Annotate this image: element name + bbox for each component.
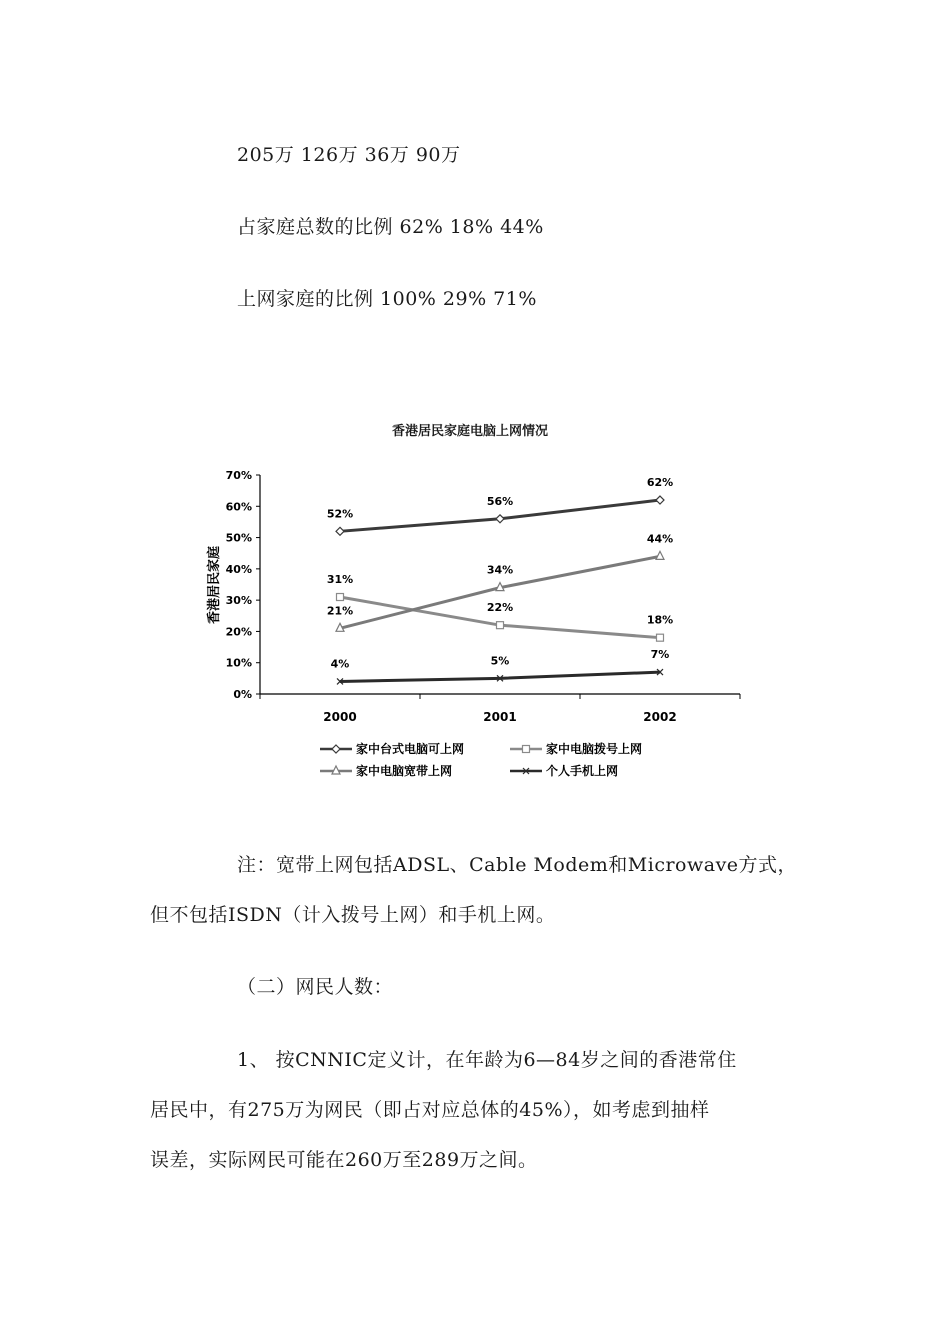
data-label: 21% [326, 604, 354, 618]
legend-item [510, 741, 642, 756]
data-label: 31% [326, 573, 354, 587]
data-label: 5% [490, 654, 510, 668]
legend-item [320, 763, 452, 778]
legend-item [510, 763, 618, 778]
note-line-1: 注：宽带上网包括ADSL、Cable Modem和Microwave方式， [237, 854, 798, 876]
data-label: 34% [486, 563, 514, 577]
series-line [340, 672, 660, 681]
marker-diamond [336, 527, 344, 535]
x-tick-label: 2000 [323, 710, 357, 724]
y-tick-label: 60% [225, 500, 252, 514]
data-label: 62% [646, 476, 674, 490]
series-3 [331, 648, 670, 684]
y-tick-label: 10% [225, 656, 252, 670]
y-tick-label: 40% [225, 562, 252, 576]
section-heading: （二）网民人数： [237, 976, 394, 998]
marker-triangle [656, 551, 664, 559]
series-2 [327, 532, 673, 631]
note-line-2: 但不包括ISDN（计入拨号上网）和手机上网。 [150, 904, 556, 926]
data-label: 7% [650, 648, 670, 662]
legend-label: 家中台式电脑可上网 [356, 742, 465, 756]
data-label: 44% [646, 532, 674, 546]
table-row-household-share: 占家庭总数的比例 62% 18% 44% [237, 216, 544, 238]
line-chart [190, 455, 770, 795]
marker-diamond [656, 496, 664, 504]
marker-square [337, 594, 344, 601]
data-label: 52% [326, 507, 354, 521]
chart-title: 香港居民家庭电脑上网情况 [391, 424, 548, 439]
x-tick-label: 2002 [643, 710, 677, 724]
legend-item [320, 741, 464, 756]
data-label: 22% [486, 601, 514, 615]
table-row-online-share: 上网家庭的比例 100% 29% 71% [237, 288, 537, 310]
marker-square [523, 746, 530, 753]
item1-line-2: 居民中，有275万为网民（即占对应总体的45%），如考虑到抽样 [150, 1099, 710, 1121]
y-tick-label: 0% [233, 688, 252, 701]
legend-label: 家中电脑拨号上网 [546, 742, 643, 756]
x-tick-label: 2001 [483, 710, 517, 724]
y-tick-label: 70% [225, 469, 252, 482]
legend-label: 家中电脑宽带上网 [356, 764, 453, 778]
data-label: 4% [330, 657, 350, 671]
data-label: 18% [646, 613, 674, 627]
item1-line-3: 误差，实际网民可能在260万至289万之间。 [150, 1149, 538, 1171]
y-tick-label: 30% [225, 594, 252, 608]
marker-square [657, 634, 664, 641]
legend-label: 个人手机上网 [546, 764, 619, 778]
marker-square [497, 622, 504, 629]
y-tick-label: 20% [225, 625, 252, 639]
data-label: 56% [486, 494, 514, 508]
marker-diamond [496, 515, 504, 523]
series-0 [327, 476, 673, 535]
table-row-counts: 205万 126万 36万 90万 [237, 144, 461, 166]
item1-line-1: 1、 按CNNIC定义计，在年龄为6—84岁之间的香港常住 [237, 1049, 737, 1071]
y-tick-label: 50% [225, 531, 252, 545]
y-axis-label: 香港居民家庭 [207, 545, 222, 625]
marker-diamond [332, 745, 340, 753]
